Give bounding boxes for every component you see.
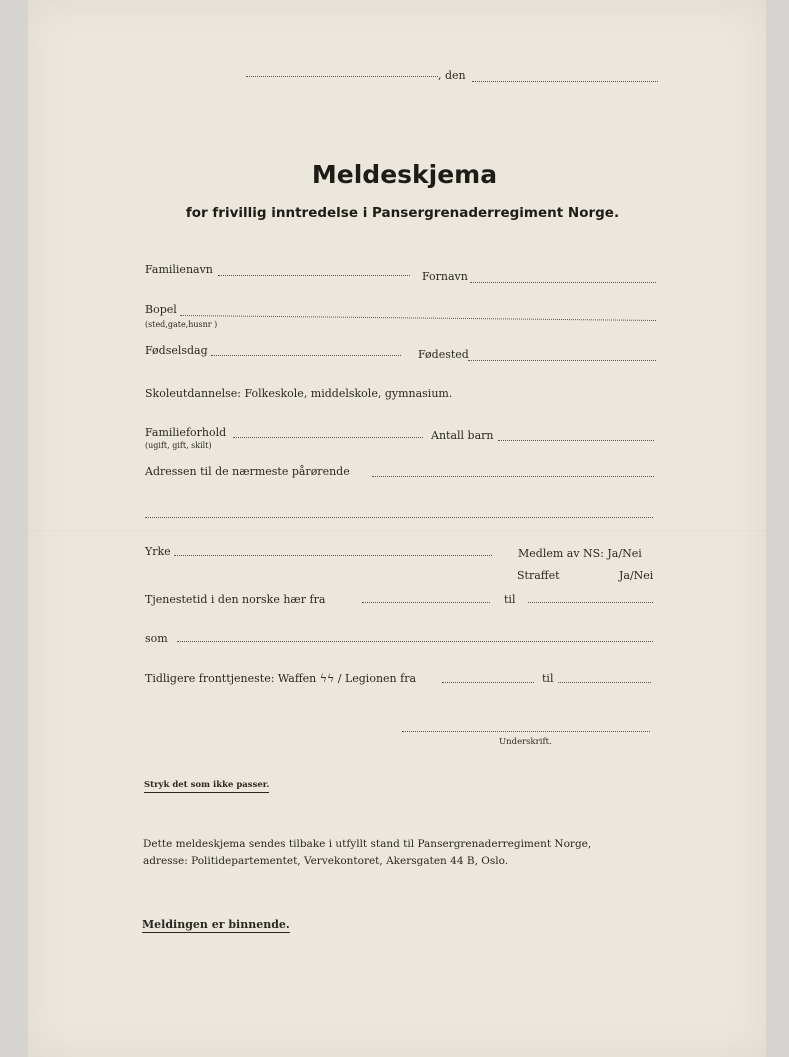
paper-fold [28, 530, 766, 532]
tidligere-from-field[interactable] [442, 682, 534, 683]
tidligere-til-field[interactable] [558, 682, 651, 683]
den-label: , den [438, 69, 466, 82]
familieforhold-field[interactable] [233, 437, 423, 438]
familieforhold-hint: (ugift, gift, skilt) [145, 441, 212, 450]
familienavn-label: Familienavn [145, 263, 213, 276]
antall-barn-label: Antall barn [431, 429, 494, 442]
binnende-note: Meldingen er binnende. [142, 918, 290, 931]
tjenestetid-til-field[interactable] [528, 602, 653, 603]
fodselsdag-field[interactable] [211, 355, 401, 356]
tjenestetid-til-label: til [504, 593, 516, 606]
fornavn-field[interactable] [470, 282, 656, 283]
familienavn-field[interactable] [218, 275, 410, 276]
adressen-label: Adressen til de nærmeste pårørende [145, 465, 350, 478]
som-field[interactable] [177, 641, 653, 642]
form-title: Meldeskjema [311, 160, 498, 189]
bopel-hint: (sted,gate,husnr ) [145, 320, 218, 329]
fodested-label: Fødested [418, 348, 469, 361]
tidligere-label: Tidligere fronttjeneste: Waffen ϟϟ / Legionen fra [145, 672, 417, 685]
form-paper [28, 0, 766, 1057]
yrke-label: Yrke [145, 545, 171, 558]
return-note-line-1: Dette meldeskjema sendes tilbake i utfyllt stand til Pansergrenaderregiment Norge, [143, 838, 592, 850]
yrke-field[interactable] [174, 555, 492, 556]
return-note-line-2: adresse: Politidepartementet, Vervekontoret, Akersgaten 44 B, Oslo. [143, 855, 509, 867]
tjenestetid-label: Tjenestetid i den norske hær fra [145, 593, 326, 606]
date-line[interactable] [472, 81, 658, 82]
place-line[interactable] [246, 76, 438, 77]
medlem-ns-label: Medlem av NS: Ja/Nei [518, 547, 642, 560]
straffet-value: Ja/Nei [619, 569, 654, 582]
fodested-field[interactable] [468, 360, 656, 361]
adressen-field-2[interactable] [145, 517, 653, 518]
straffet-label: Straffet [517, 569, 560, 582]
antall-barn-field[interactable] [498, 440, 654, 441]
fodselsdag-label: Fødselsdag [145, 344, 208, 357]
tjenestetid-from-field[interactable] [362, 602, 490, 603]
form-subtitle: for frivillig inntredelse i Pansergrenaderregiment Norge. [185, 205, 620, 221]
fornavn-label: Fornavn [422, 270, 468, 283]
familieforhold-label: Familieforhold [145, 426, 227, 439]
skoleutdannelse-label: Skoleutdannelse: Folkeskole, middelskole, gymnasium. [145, 387, 453, 400]
tidligere-til-label: til [542, 672, 554, 685]
som-label: som [145, 632, 168, 645]
underskrift-label: Underskrift. [499, 737, 552, 747]
signature-field[interactable] [402, 731, 650, 732]
stryk-note: Stryk det som ikke passer. [144, 781, 269, 793]
adressen-field-1[interactable] [372, 476, 654, 477]
bopel-label: Bopel [145, 303, 177, 316]
